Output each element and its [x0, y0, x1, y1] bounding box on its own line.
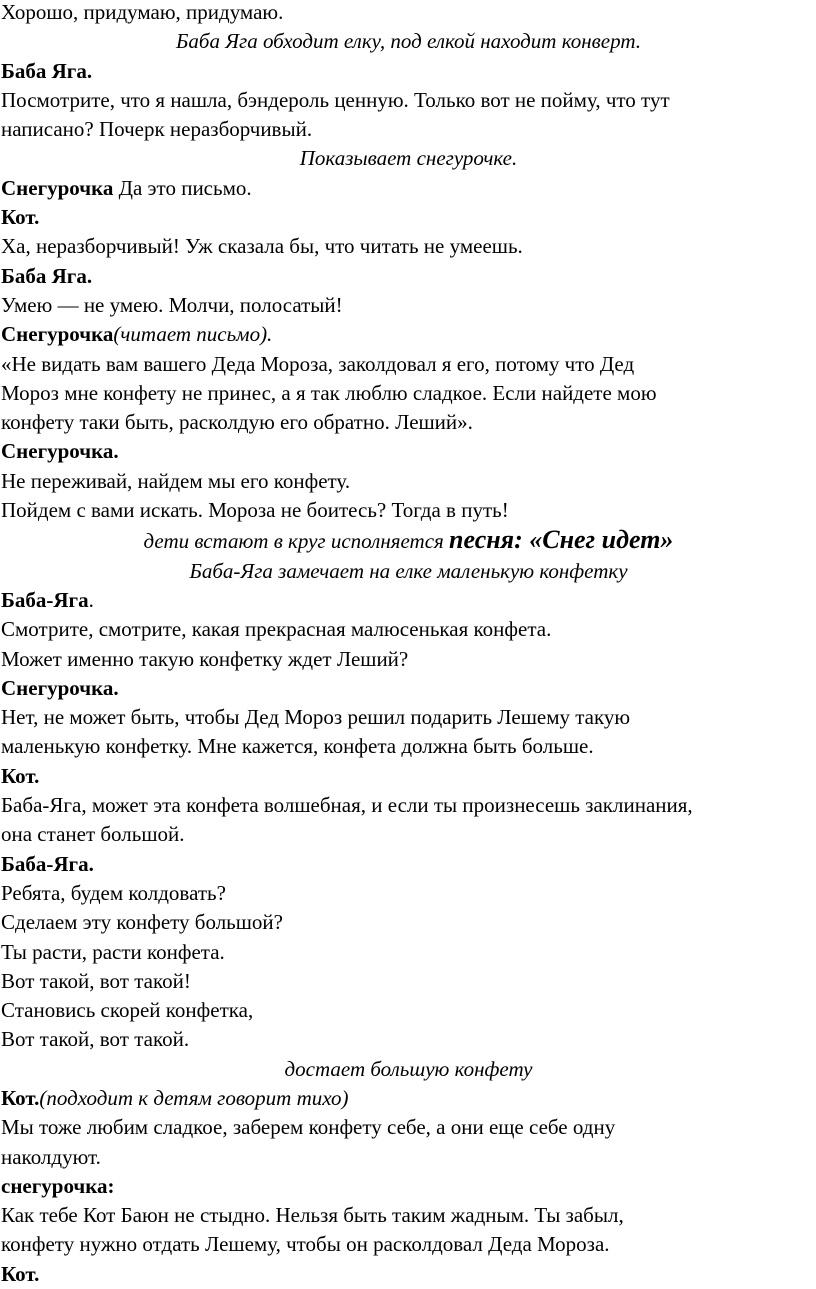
- speaker-line: [0, 586, 816, 615]
- speaker-name: Кот.: [1, 763, 40, 788]
- stage-direction: Баба Яга обходит елку, под елкой находит конверт.: [176, 29, 641, 54]
- stage-note: (читает письмо).: [113, 322, 273, 347]
- dialogue-line: Вот такой, вот такой.: [1, 1027, 190, 1052]
- dialogue-line: конфету таки быть, расколдую его обратно. Леший».: [1, 410, 473, 435]
- dialogue-line: Сделаем эту конфету большой?: [1, 910, 283, 935]
- speaker-name: Баба-Яга.: [1, 851, 94, 876]
- dialogue-line: Нет, не может быть, чтобы Дед Мороз решил подарить Лешему такую: [1, 705, 631, 730]
- song-title: песня: «Снег идет»: [449, 525, 674, 555]
- speaker-name: Снегурочка.: [1, 439, 119, 464]
- stage-direction: Показывает снегурочке.: [299, 146, 518, 171]
- dialogue-line: Ты расти, расти конфета.: [1, 939, 225, 964]
- speaker-name: Снегурочка: [1, 175, 114, 200]
- speaker-line: [0, 320, 816, 349]
- speaker-name: Баба Яга.: [1, 263, 93, 288]
- dialogue-line: Ребята, будем колдовать?: [1, 880, 226, 905]
- dialogue-line: конфету нужно отдать Лешему, чтобы он расколдовал Деда Мороза.: [1, 1232, 610, 1257]
- dialogue-line: Пойдем с вами искать. Мороза не боитесь? Тогда в путь!: [1, 498, 509, 523]
- stage-direction: достает большую конфету: [284, 1056, 533, 1081]
- dialogue-line: Становись скорей конфетка,: [1, 998, 254, 1023]
- speaker-name: Снегурочка.: [1, 675, 119, 700]
- dialogue-line: написано? Почерк неразборчивый.: [1, 117, 313, 142]
- dialogue-line: Вот такой, вот такой!: [1, 968, 191, 993]
- dialogue-line: Может именно такую конфетку ждет Леший?: [1, 646, 409, 671]
- stage-note: (подходит к детям говорит тихо): [39, 1085, 349, 1110]
- dialogue-line: маленькую конфетку. Мне кажется, конфета должна быть больше.: [1, 734, 594, 759]
- dialogue-line: Мороз мне конфету не принес, а я так люблю сладкое. Если найдете мою: [1, 380, 657, 405]
- dialogue-line: Баба-Яга, может эта конфета волшебная, и если ты произнесешь заклинания,: [1, 793, 693, 818]
- speaker-name: Баба-Яга: [1, 587, 89, 612]
- speaker-line: [0, 1084, 816, 1113]
- stage-direction: Баба-Яга замечает на елке маленькую конфетку: [189, 558, 628, 583]
- dialogue-line: Умею — не умею. Молчи, полосатый!: [1, 292, 343, 317]
- punctuation: .: [88, 587, 94, 612]
- speaker-name: Кот.: [1, 1261, 40, 1286]
- dialogue-line: Ха, неразборчивый! Уж сказала бы, что читать не умеешь.: [1, 234, 523, 259]
- song-direction: [0, 525, 816, 556]
- dialogue-line: Посмотрите, что я нашла, бэндероль ценную. Только вот не пойму, что тут: [1, 87, 670, 112]
- dialogue-line: наколдуют.: [1, 1144, 101, 1169]
- speaker-line: [0, 174, 816, 203]
- speaker-name: Снегурочка: [1, 322, 114, 347]
- dialogue-line: она станет большой.: [1, 822, 185, 847]
- dialogue-line: Не переживай, найдем мы его конфету.: [1, 468, 351, 493]
- dialogue-text: Да это письмо.: [113, 175, 252, 200]
- dialogue-line: «Не видать вам вашего Деда Мороза, заколдовал я его, потому что Дед: [1, 351, 635, 376]
- speaker-name: Кот.: [1, 1085, 40, 1110]
- speaker-name: снегурочка:: [1, 1173, 115, 1198]
- dialogue-line: Смотрите, смотрите, какая прекрасная малюсенькая конфета.: [1, 617, 552, 642]
- dialogue-line: Мы тоже любим сладкое, заберем конфету себе, а они еще себе одну: [1, 1115, 616, 1140]
- dialogue-line: Как тебе Кот Баюн не стыдно. Нельзя быть таким жадным. Ты забыл,: [1, 1203, 624, 1228]
- stage-direction-text: дети встают в круг исполняется: [143, 529, 450, 554]
- speaker-name: Баба Яга.: [1, 58, 93, 83]
- speaker-name: Кот.: [1, 205, 40, 230]
- dialogue-line: Хорошо, придумаю, придумаю.: [1, 0, 284, 24]
